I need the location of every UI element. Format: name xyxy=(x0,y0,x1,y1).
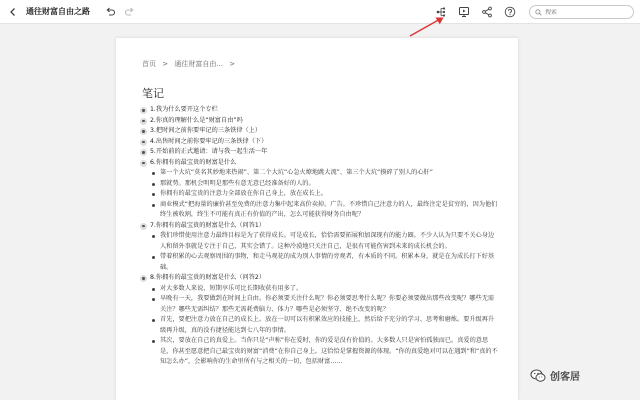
outline-sub-item-text: 第一个大坑“莫名其妙地来热闹”、第二个大坑“心急火燎地跳大流”、第三个大坑“摸碎了别人的心肝” xyxy=(160,169,433,176)
outline-sub-item[interactable] xyxy=(140,284,506,295)
annotation-arrow xyxy=(400,14,450,40)
page-title: 笔记 xyxy=(142,87,164,100)
sub-bullet-icon xyxy=(152,256,155,259)
wechat-icon xyxy=(530,369,546,383)
breadcrumb xyxy=(142,59,239,69)
outline-item-text: 8.你拥有的最宝贵的财富是什么（问答2） xyxy=(150,274,266,281)
bullet-icon[interactable] xyxy=(140,160,147,167)
bullet-icon[interactable] xyxy=(140,118,147,125)
outline-item-text: 6.你拥有的最宝贵的财富是什么 xyxy=(150,158,237,166)
breadcrumb-separator-2: > xyxy=(229,60,236,68)
outline-sub-item[interactable] xyxy=(140,179,506,190)
bullet-icon[interactable] xyxy=(140,275,147,282)
outline-sub-item[interactable] xyxy=(140,200,506,221)
outline-item[interactable] xyxy=(140,116,506,127)
outline-sub-item[interactable] xyxy=(140,252,506,273)
sub-bullet-icon xyxy=(152,235,155,238)
bullet-icon[interactable] xyxy=(140,139,147,146)
outline-sub-item[interactable] xyxy=(140,168,506,179)
back-button[interactable] xyxy=(5,4,21,20)
outline-item[interactable] xyxy=(140,105,506,116)
outline-sub-item[interactable] xyxy=(140,189,506,200)
watermark-text: 创客居 xyxy=(550,372,580,383)
outline-sub-item-text: 其次，要放在自己的真爱上。当你只是“声称”你在爱时，你的爱是没有价值的。大多数人只是害怕孤独而已。真爱的意思是，你甚至愿意把自己最宝贵的财富“消费”在你自己身上。这恰恰是掌握资源的体现。“你的真爱绝对可以在遇到”和“真的不知怎么办”，会影响你的生命里所有与之相关的一切，包括财富…… xyxy=(160,337,498,365)
breadcrumb-separator: > xyxy=(162,60,169,68)
sub-bullet-icon xyxy=(152,204,155,207)
help-icon xyxy=(504,6,516,18)
outline-item-text: 1.我为什么要开这个专栏 xyxy=(150,106,218,113)
sub-bullet-icon xyxy=(152,319,155,322)
present-button[interactable] xyxy=(457,5,471,19)
outline-item[interactable] xyxy=(140,126,506,137)
outline-item[interactable] xyxy=(140,273,506,284)
outline-sub-item[interactable] xyxy=(140,336,506,368)
presentation-icon xyxy=(458,6,470,18)
search-icon xyxy=(535,9,542,16)
share-icon xyxy=(481,6,493,18)
outline-sub-item-text: 我们珍惜使用注意力最终目标是为了获得成长。可是成长，恰恰需要拓展和加深现有的能力圈。不少人认为只要不关心身边人和留外事就是专注于自己，其实会错了。这种冷漠地只关注自己，是很有可能伤害到未来的成长机会的。 xyxy=(160,232,495,250)
right-toolbar xyxy=(425,0,634,24)
outline-sub-item-text: 早晚有一天，我要做到在时间上自由。你必须要关注什么呢？你必须要思考什么呢？你要必须要做出那些改变呢？哪些无需关注？哪些无需纠结？那些无需耗费脑力、体力？哪些是必须坚守、绝不改变的呢？ xyxy=(160,295,495,313)
breadcrumb-current[interactable]: 通往财富自由... xyxy=(174,60,224,68)
search-box[interactable] xyxy=(529,5,634,19)
outline-item[interactable] xyxy=(140,221,506,232)
sub-bullet-icon xyxy=(152,183,155,186)
bullet-icon[interactable] xyxy=(140,149,147,156)
outline-item-text: 2.你真的理解什么是“财富自由”吗 xyxy=(150,116,243,124)
outline-item[interactable] xyxy=(140,137,506,148)
outline-list xyxy=(140,105,506,368)
outline-sub-item-text: 你拥有的最宝贵的注意力全部放在你自己身上，放在成长上。 xyxy=(160,190,328,197)
chevron-left-icon xyxy=(8,7,18,17)
outline-item-text: 3.把时间之前你要牢记的三条铁律（上） xyxy=(150,127,262,134)
outline-sub-item-text: 首先，要把注意力放在自己的成长上。放在一切可以有积累效应的技能上，然后给予充分的学习、思考和磨炼。要升级再升级再升级，真的没有捷径能达到七八年的事情。 xyxy=(160,316,495,334)
bullet-icon[interactable] xyxy=(140,107,147,114)
breadcrumb-home[interactable]: 首页 xyxy=(142,60,156,68)
sub-bullet-icon xyxy=(152,298,155,301)
outline-sub-item[interactable] xyxy=(140,294,506,315)
redo-button[interactable] xyxy=(123,6,135,18)
outline-sub-item[interactable] xyxy=(140,231,506,252)
help-button[interactable] xyxy=(503,5,517,19)
search-input[interactable] xyxy=(545,9,625,16)
bullet-icon[interactable] xyxy=(140,128,147,135)
undo-icon xyxy=(105,6,116,17)
outline-item-text: 4.出售时间之前你要牢记的三条铁律（下） xyxy=(150,137,268,145)
document-page xyxy=(116,38,518,400)
wechat-watermark xyxy=(530,368,580,383)
outline-item[interactable] xyxy=(140,147,506,158)
outline-item-text: 7.你拥有的最宝贵的财富是什么（问答1） xyxy=(150,221,266,229)
outline-item-text: 5.开始前的正式邀请：请与我一起生活一年 xyxy=(150,148,268,155)
redo-icon xyxy=(124,6,135,17)
sub-bullet-icon xyxy=(152,172,155,175)
sub-bullet-icon xyxy=(152,288,155,291)
outline-sub-item[interactable] xyxy=(140,315,506,336)
outline-sub-item-text: 那就势。那机会明明是那些有意无意已经准备好的人的。 xyxy=(160,179,315,187)
outline-sub-item-text: 商业模式“把海量的廉价甚至免费的注意力集中起来高价卖掉。广告。不珍惜自己注意力的人，最终注定是贫穷的，因为他们终生被收割，终生不可能有真正有价值的产出，怎么可能获得财务自由呢？ xyxy=(160,200,498,218)
outline-sub-item-text: 对大多数人来说，短期享乐可比长期收获有用多了。 xyxy=(160,284,303,292)
undo-button[interactable] xyxy=(104,6,116,18)
sub-bullet-icon xyxy=(152,193,155,196)
sub-bullet-icon xyxy=(152,340,155,343)
top-toolbar xyxy=(0,0,640,24)
share-button[interactable] xyxy=(480,5,494,19)
bullet-icon[interactable] xyxy=(140,223,147,230)
outline-sub-item-text: 带着积累的心去观察周围的事物，和走马观花的成为别人事情的旁观者，有本质的不同。积累本身，就是在为成长打下好基础。 xyxy=(160,253,495,271)
outline-item[interactable] xyxy=(140,158,506,169)
document-title: 通往财富自由之路 xyxy=(26,7,90,16)
